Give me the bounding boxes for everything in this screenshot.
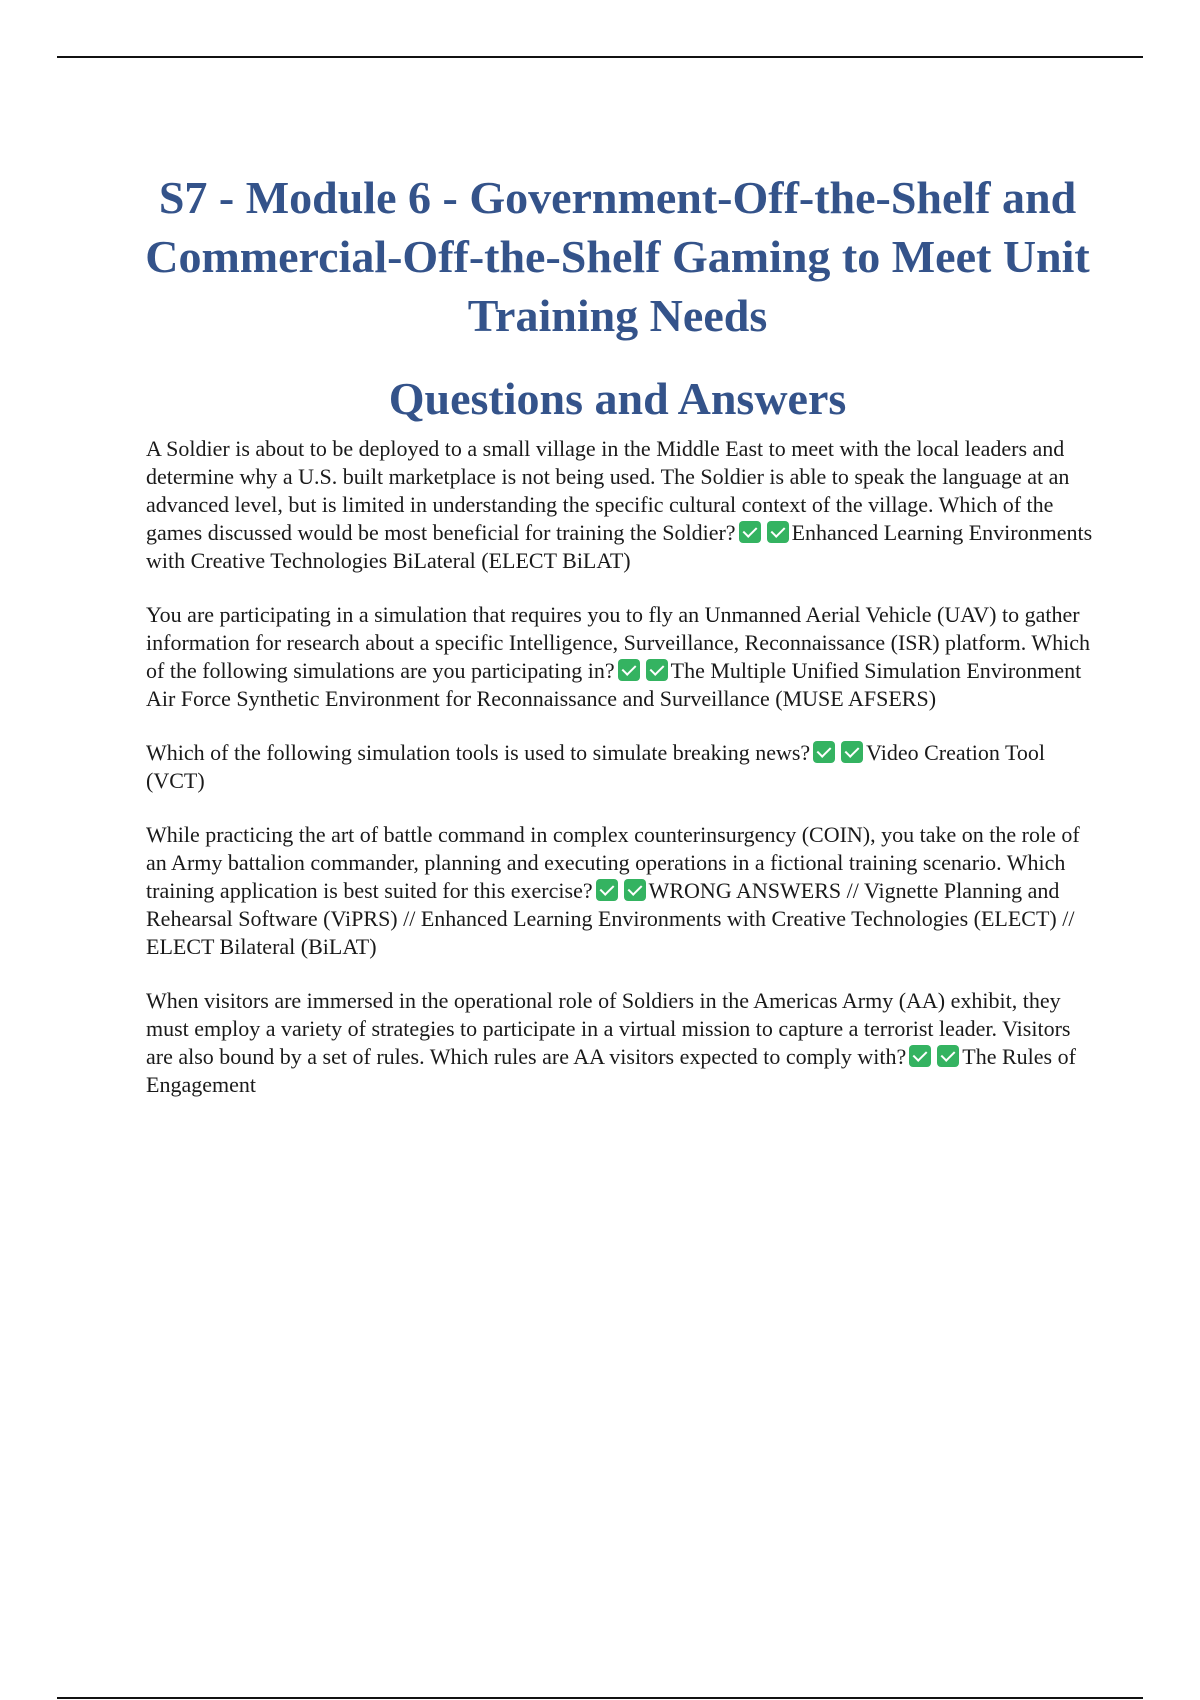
qa-item	[146, 739, 1096, 795]
document-subtitle: Questions and Answers	[388, 373, 847, 424]
answer-text: The Rules of Engagement	[146, 1044, 1076, 1097]
qa-item	[146, 821, 1096, 961]
question-text: When visitors are immersed in the operational role of Soldiers in the Americas Army (AA) exhibit, they must employ a variety of strategies to participate in a virtual mission to capture a terrorist leader. Visitors are also bound by a set of rules. Which rules are AA visitors expected to comply with?	[146, 988, 1071, 1069]
check-mark-icon	[624, 879, 646, 901]
qa-item	[146, 987, 1096, 1099]
qa-item	[146, 601, 1096, 713]
check-mark-icon	[767, 521, 789, 543]
question-text: A Soldier is about to be deployed to a small village in the Middle East to meet with the local leaders and determine why a U.S. built marketplace is not being used. The Soldier is able to speak the language at an advanced level, but is limited in understanding the specific cultural context of the village. Which of the games discussed would be most beneficial for training the Soldier?	[146, 436, 1070, 545]
answer-text: Video Creation Tool (VCT)	[146, 740, 1045, 793]
bottom-rule	[57, 1697, 1143, 1699]
check-mark-icon	[841, 741, 863, 763]
check-mark-icon	[596, 879, 618, 901]
answer-text: WRONG ANSWERS // Vignette Planning and Rehearsal Software (ViPRS) // Enhanced Learning Environments with Creative Technologies (ELECT) // ELECT Bilateral (BiLAT)	[146, 878, 1075, 959]
check-mark-icon	[813, 741, 835, 763]
answer-text: The Multiple Unified Simulation Environment Air Force Synthetic Environment for Reconnaissance and Surveillance (MUSE AFSERS)	[146, 658, 1082, 711]
check-mark-icon	[618, 659, 640, 681]
check-mark-icon	[739, 521, 761, 543]
top-rule	[57, 56, 1143, 58]
question-text: While practicing the art of battle command in complex counterinsurgency (COIN), you take on the role of an Army battalion commander, planning and executing operations in a fictional training scenario. Which training application is best suited for this exercise?	[146, 822, 1080, 903]
check-mark-icon	[646, 659, 668, 681]
qa-item	[146, 435, 1096, 575]
question-text: You are participating in a simulation that requires you to fly an Unmanned Aerial Vehicle (UAV) to gather information for research about a specific Intelligence, Surveillance, Reconnaissance (ISR) platform. Which of the following simulations are you participating in?	[146, 602, 1091, 683]
qa-list	[146, 435, 1096, 1125]
title-block	[140, 168, 1095, 428]
check-mark-icon	[909, 1045, 931, 1067]
question-text: Which of the following simulation tools is used to simulate breaking news?	[146, 740, 811, 765]
answer-text: Enhanced Learning Environments with Creative Technologies BiLateral (ELECT BiLAT)	[146, 520, 1093, 573]
check-mark-icon	[937, 1045, 959, 1067]
document-title: S7 - Module 6 - Government-Off-the-Shelf and Commercial-Off-the-Shelf Gaming to Meet Unit Training Needs	[145, 172, 1090, 341]
